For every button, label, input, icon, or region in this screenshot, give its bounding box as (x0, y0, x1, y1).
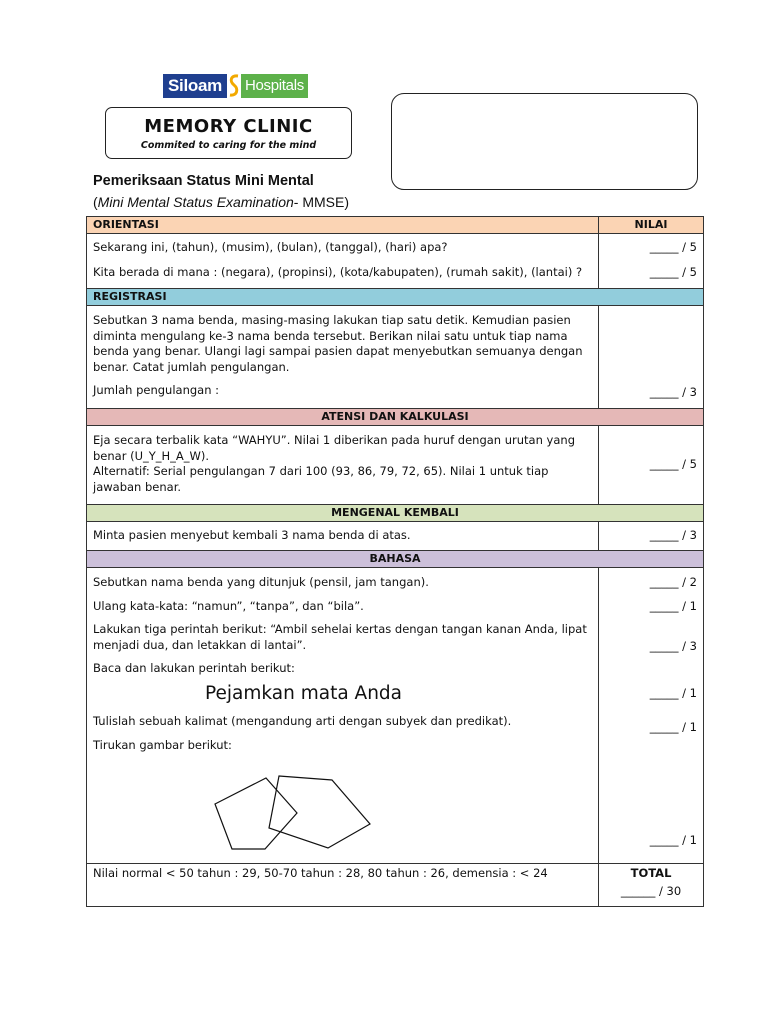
section-registrasi-header (87, 289, 704, 306)
footer-total-cell (599, 864, 704, 907)
mengenal-row (87, 522, 704, 551)
orientasi-row (87, 234, 704, 289)
section-atensi-header (87, 409, 704, 426)
orientasi-score-2[interactable]: _____ / 5 (649, 264, 697, 279)
bahasa-score-6[interactable]: _____ / 1 (649, 832, 697, 847)
bahasa-score-1[interactable]: _____ / 2 (649, 575, 697, 589)
mengenal-text (87, 522, 599, 551)
atensi-line-1: Eja secara terbalik kata “WAHYU”. Nilai 1 diberikan pada huruf dengan urutan yang (93, 433, 575, 447)
bahasa-score-cell (599, 568, 704, 864)
bahasa-line-3a: Lakukan tiga perintah berikut: “Ambil sehelai kertas dengan tangan kanan Anda, lipat (93, 622, 587, 636)
registrasi-line-5: Jumlah pengulangan : (93, 383, 220, 397)
mmse-table (86, 216, 704, 907)
orientasi-q2: Kita berada di mana : (negara), (propinsi), (kota/kabupaten), (rumah sakit), (lantai) ? (93, 264, 583, 279)
mengenal-score-cell (599, 522, 704, 551)
footer-normal-values (87, 864, 599, 907)
logo-s-mark-icon (227, 73, 241, 99)
section-bahasa-header (87, 551, 704, 568)
normal-values-text: Nilai normal < 50 tahun : 29, 50-70 tahun : 28, 80 tahun : 26, demensia : < 24 (93, 866, 548, 880)
bahasa-score-5[interactable]: _____ / 1 (649, 720, 697, 734)
section-orientasi-header (87, 217, 704, 234)
registrasi-row (87, 306, 704, 409)
total-label: TOTAL (630, 866, 672, 880)
registrasi-line-1: Sebutkan 3 nama benda, masing-masing lakukan tiap satu detik. Kemudian pasien (93, 313, 571, 327)
total-score[interactable]: ______ / 30 (620, 883, 682, 898)
mengenal-line-1: Minta pasien menyebut kembali 3 nama benda di atas. (93, 528, 411, 542)
atensi-line-3: Alternatif: Serial pengulangan 7 dari 100 (93, 86, 79, 72, 65). Nilai 1 untuk tiap (93, 464, 549, 478)
bahasa-text (87, 568, 599, 864)
atensi-row (87, 426, 704, 505)
bahasa-line-6: Tirukan gambar berikut: (93, 738, 232, 752)
patient-info-box (391, 93, 698, 190)
form-title: Pemeriksaan Status Mini Mental (93, 173, 314, 189)
clinic-box (105, 107, 352, 159)
bahasa-row (87, 568, 704, 864)
intersecting-pentagons-figure (212, 765, 382, 855)
registrasi-score[interactable]: _____ / 3 (649, 385, 697, 399)
bahasa-line-5: Tulislah sebuah kalimat (mengandung arti dengan subyek dan predikat). (93, 713, 512, 728)
registrasi-line-4: benar. Catat jumlah pengulangan. (93, 359, 290, 374)
atensi-label: ATENSI DAN KALKULASI (87, 409, 704, 426)
atensi-line-2: benar (U_Y_H_A_W). (93, 448, 210, 463)
section-mengenal-header (87, 505, 704, 522)
orientasi-score-1[interactable]: _____ / 5 (649, 240, 697, 254)
registrasi-score-cell (599, 306, 704, 409)
registrasi-line-2: diminta mengulang ke-3 nama benda tersebut. Berikan nilai satu untuk tiap nama (93, 328, 568, 343)
bahasa-score-2[interactable]: _____ / 1 (649, 598, 697, 613)
bahasa-score-3[interactable]: _____ / 3 (649, 639, 697, 653)
orientasi-questions (87, 234, 599, 289)
bahasa-score-4[interactable]: _____ / 1 (649, 685, 697, 700)
mengenal-score[interactable]: _____ / 3 (649, 528, 697, 542)
nilai-label: NILAI (599, 217, 704, 234)
logo-siloam-text: Siloam (163, 74, 227, 98)
form-subtitle (93, 194, 349, 210)
atensi-line-4: jawaban benar. (93, 479, 182, 494)
atensi-score-cell (599, 426, 704, 505)
subtitle-open: ( (93, 194, 98, 210)
atensi-score[interactable]: _____ / 5 (649, 457, 697, 472)
registrasi-text (87, 306, 599, 409)
bahasa-line-4: Baca dan lakukan perintah berikut: (93, 661, 295, 675)
clinic-title: MEMORY CLINIC (144, 116, 313, 137)
orientasi-label: ORIENTASI (87, 217, 599, 234)
orientasi-scores (599, 234, 704, 289)
bahasa-command-text: Pejamkan mata Anda (205, 682, 402, 704)
bahasa-label: BAHASA (87, 551, 704, 568)
bahasa-line-2: Ulang kata-kata: “namun”, “tanpa”, dan “bila”. (93, 598, 364, 613)
siloam-hospitals-logo (163, 73, 304, 99)
clinic-subtitle: Commited to caring for the mind (140, 140, 317, 151)
subtitle-rest: - MMSE) (293, 194, 349, 210)
mengenal-label: MENGENAL KEMBALI (87, 505, 704, 522)
footer-row (87, 864, 704, 907)
registrasi-label: REGISTRASI (87, 289, 704, 306)
logo-hospitals-text: Hospitals (241, 74, 308, 98)
subtitle-english: Mini Mental Status Examination (97, 194, 294, 210)
atensi-text (87, 426, 599, 505)
orientasi-q1: Sekarang ini, (tahun), (musim), (bulan), (tanggal), (hari) apa? (93, 240, 448, 254)
registrasi-line-3: benda yang benar. Ulangi lagi sampai pasien dapat menyebutkan semuanya dengan (93, 344, 583, 358)
bahasa-line-1: Sebutkan nama benda yang ditunjuk (pensil, jam tangan). (93, 575, 429, 589)
bahasa-line-3b: menjadi dua, dan letakkan di lantai”. (93, 637, 307, 652)
